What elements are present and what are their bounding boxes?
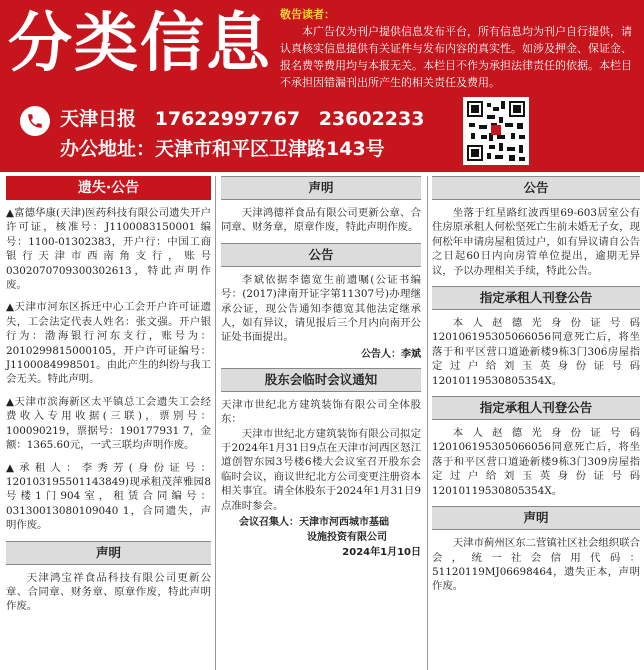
phone-number: 17622997767 [154,108,301,130]
notice-heading: 敬告读者： [280,8,335,21]
meeting-date: 2024年1月10日 [342,547,421,559]
statement-text: 天津鸿德祥食品有限公司更新公章、合同章、财务章，原章作废，特此声明作废。 [221,207,421,234]
section-header: 指定承租人刊登公告 [432,286,640,310]
column-divider [215,176,216,670]
column-middle [221,176,421,670]
list-item: ▲富德华康(天津)医药科技有限公司遗失开户许可证，核准号：J1100083150001 编号：1100-01302383，开户行：中国工商银行天津市西南角支行，账号0302070709300302613，特此声明作废。 [6,207,211,292]
column-divider [427,176,428,670]
column-right [432,176,640,670]
statement-text: 天津市蓟州区东二营镇社区社会组织联合会，统一社会信用代码：51120119MJ06698464，遗失正本，声明作废。 [432,537,640,593]
section-header: 公告 [432,176,640,200]
contact-line [60,104,460,131]
notice-text: 坐落于红星路红波西里69-603居室公有住房原承租人何松坚死亡生前未婚无子女，现何松年申请房屋租赁过户，如有异议请自公告之日起60日内向房管单位提出，逾期无异议，予以办理相关手续，特此公告。 [432,207,640,277]
list-item: ▲天津市河东区拆迁中心工会开户许可证遗失，工会法定代表人姓名：张文强。开户银行为：渤海银行河东支行，账号为：2010299815000105，开户许可证编号：J1100084998501。由此产生的纠纷与我工会无关。特此声明。 [6,301,211,386]
notice-signature: 公告人：李斌 [361,348,421,360]
section-header: 声明 [221,176,421,200]
section-header: 遗失·公告 [6,176,211,200]
section-header: 声明 [432,506,640,530]
meeting-body: 天津市世纪北方建筑装饰有限公司拟定于2024年1月31日9点在天津市河西区怒江道创智东园3号楼6楼大会议室召开股东会临时会议，商议世纪北方公司变更注册资本相关事宜。请全体股东于2024年1月31日9点准时参会。 [221,427,421,512]
section-header: 指定承租人刊登公告 [432,396,640,420]
list-item: ▲天津市滨海新区太平镇总工会遗失工会经费收入专用收据(三联)，票别号：100090219，票据号：190177931 7，金额：1365.60元，一式三联均声明作废。 [6,395,211,452]
list-item: ▲承租人：李秀芳(身份证号：120103195501143849)现承租茂萍雅园8号楼1门904室，租赁合同编号：03130013080109040 1，合同遗失，声明作废。 [6,461,211,532]
meeting-convener: 设施投资有限公司 [307,532,387,544]
section-header: 声明 [6,541,211,565]
reader-notice [280,6,638,91]
notice-text: 李斌依据李德宽生前遗嘱(公证书编号：(2017)津南开证字第11307号)办理继承公证，现公告通知李德宽其他法定继承人，如有异议，请见报后三个月内向南开公证处书面提出。 [221,273,421,344]
meeting-recipient: 天津市世纪北方建筑装饰有限公司全体股东： [221,398,421,426]
notice-text: 本人赵德光身份证号码120106195305066056同意死亡后，将坐落于和平区营口道逊新楼9栋3门306房屋指定过户给刘玉英身份证号码12010119530805354X。 [432,317,640,387]
section-header: 股东会临时会议通知 [221,368,421,392]
phone-icon [20,106,50,136]
section-header: 公告 [221,243,421,267]
column-left [6,176,211,670]
phone-number: 23602233 [318,108,425,130]
paper-name: 天津日报 [60,108,137,130]
meeting-convener: 会议召集人：天津市河西城市基础 [239,517,389,529]
section-title: 分类信息 [8,7,272,81]
qr-code-icon [463,97,529,165]
header-banner [0,0,644,172]
notice-text: 本人赵德光身份证号码120106195305066056同意死亡后，将坐落于和平区营口道逊新楼9栋3门309房屋指定过户给刘玉英身份证号码12010119530805354X。 [432,427,640,497]
notice-text: 本广告仅为刊户提供信息发布平台，所有信息均为刊户自行提供，请认真核实信息提供有关证件与发布内容的真实性。如涉及押金、保证金、报名费等费用均与本报无关。本栏目不作为承担法律责任的依据。本栏目不承担因错漏刊出所产生的相关责任及费用。 [280,25,632,89]
statement-text: 天津鸿宝祥食品科技有限公司更新公章、合同章、财务章、原章作废，特此声明作废。 [6,571,211,613]
office-address: 办公地址：天津市和平区卫津路143号 [60,138,385,160]
